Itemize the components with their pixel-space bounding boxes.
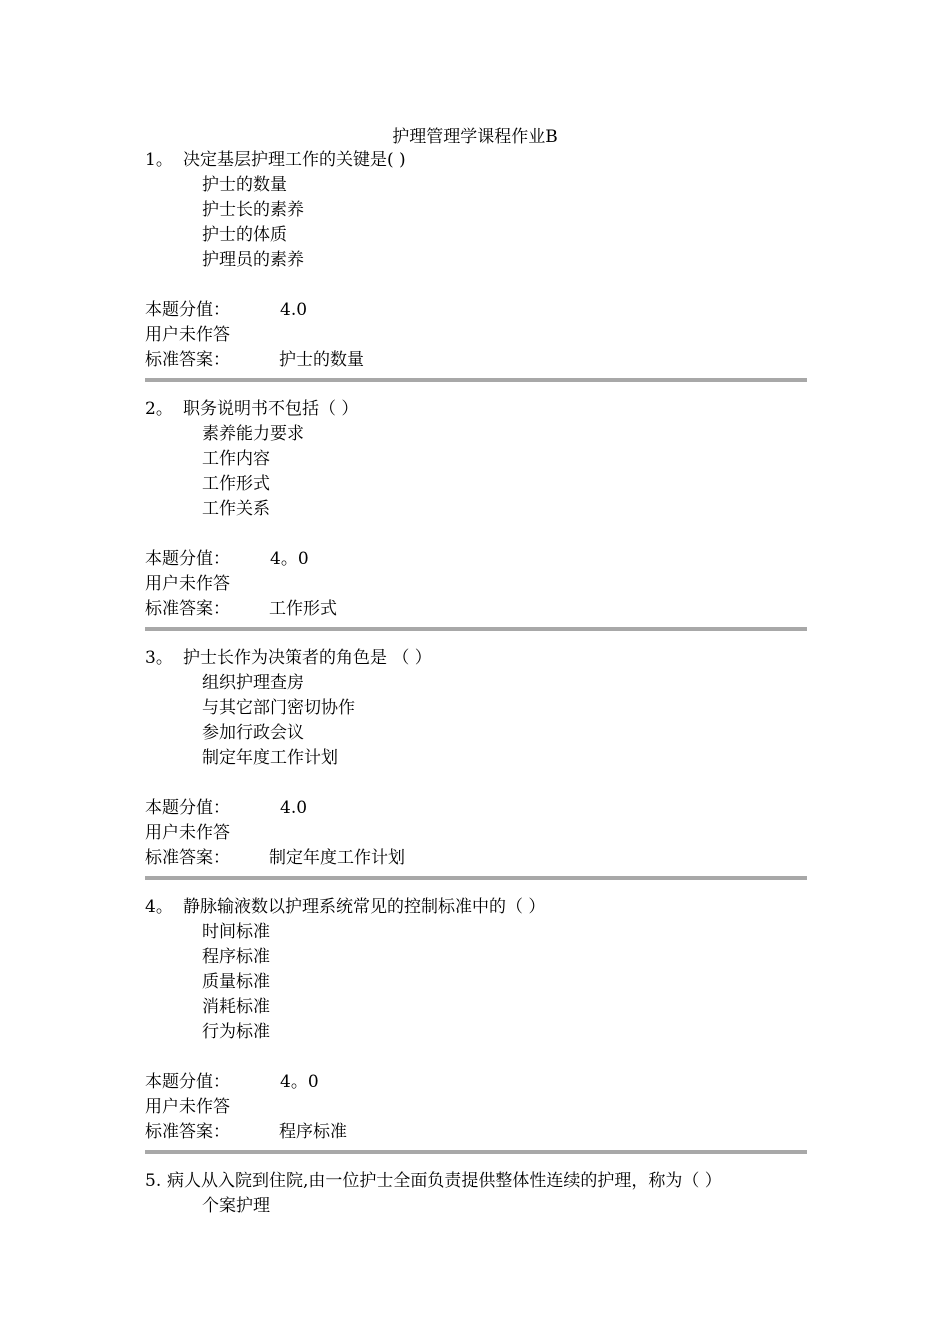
score-label: 本题分值： — [145, 300, 230, 320]
score-label: 本题分值： — [145, 798, 230, 818]
user-status: 用户未作答 — [145, 325, 230, 345]
answer-value: 制定年度工作计划 — [269, 848, 405, 868]
option: 护理员的素养 — [202, 250, 304, 270]
divider — [145, 876, 807, 880]
option: 护士长的素养 — [202, 200, 304, 220]
question-5 — [145, 1169, 807, 1219]
option: 制定年度工作计划 — [202, 748, 338, 768]
score-row — [145, 547, 807, 572]
answer-value: 程序标准 — [279, 1122, 347, 1142]
score-value: 4。0 — [270, 549, 309, 569]
option: 质量标准 — [202, 972, 270, 992]
option: 程序标准 — [202, 947, 270, 967]
page-title: 护理管理学课程作业B — [392, 127, 558, 147]
option: 参加行政会议 — [202, 723, 304, 743]
score-row — [145, 298, 807, 323]
question-3 — [145, 646, 807, 880]
question-line — [145, 895, 807, 920]
question-number: 4。 — [145, 897, 173, 917]
question-text: 护士长作为决策者的角色是 （ ） — [183, 648, 432, 668]
option: 时间标准 — [202, 922, 270, 942]
answer-label: 标准答案： — [145, 1122, 230, 1142]
question-number: 3。 — [145, 648, 173, 668]
question-text: 职务说明书不包括（ ） — [183, 399, 359, 419]
option: 消耗标准 — [202, 997, 270, 1017]
score-value: 4.0 — [280, 300, 308, 320]
question-line — [145, 646, 807, 671]
user-status: 用户未作答 — [145, 574, 230, 594]
question-line — [145, 1169, 807, 1194]
score-row — [145, 1070, 807, 1095]
question-line — [145, 397, 807, 422]
score-label: 本题分值： — [145, 549, 230, 569]
score-label: 本题分值： — [145, 1072, 230, 1092]
answer-value: 护士的数量 — [279, 350, 364, 370]
score-value: 4.0 — [280, 798, 308, 818]
answer-label: 标准答案： — [145, 848, 230, 868]
option: 个案护理 — [202, 1196, 270, 1216]
option: 素养能力要求 — [202, 424, 304, 444]
option: 护士的数量 — [202, 175, 287, 195]
question-text: 病人从入院到住院,由一位护士全面负责提供整体性连续的护理，称为（ ） — [167, 1171, 722, 1191]
answer-row — [145, 348, 807, 373]
score-row — [145, 796, 807, 821]
question-text: 静脉输液数以护理系统常见的控制标准中的（ ） — [183, 897, 546, 917]
option: 工作关系 — [202, 499, 270, 519]
option: 工作形式 — [202, 474, 270, 494]
user-status: 用户未作答 — [145, 1097, 230, 1117]
option: 组织护理查房 — [202, 673, 304, 693]
option: 工作内容 — [202, 449, 270, 469]
answer-row — [145, 1120, 807, 1145]
question-text: 决定基层护理工作的关键是( ) — [183, 150, 406, 170]
question-4 — [145, 895, 807, 1154]
question-number: 2。 — [145, 399, 173, 419]
question-number: 5. — [145, 1171, 162, 1191]
question-2 — [145, 397, 807, 631]
option: 行为标准 — [202, 1022, 270, 1042]
question-number: 1。 — [145, 150, 173, 170]
answer-label: 标准答案： — [145, 599, 230, 619]
divider — [145, 627, 807, 631]
answer-row — [145, 846, 807, 871]
divider — [145, 378, 807, 382]
divider — [145, 1150, 807, 1154]
user-status: 用户未作答 — [145, 823, 230, 843]
answer-value: 工作形式 — [269, 599, 337, 619]
answer-row — [145, 597, 807, 622]
score-value: 4。0 — [280, 1072, 319, 1092]
option: 与其它部门密切协作 — [202, 698, 355, 718]
answer-label: 标准答案： — [145, 350, 230, 370]
question-1 — [145, 148, 807, 382]
question-line — [145, 148, 807, 173]
option: 护士的体质 — [202, 225, 287, 245]
